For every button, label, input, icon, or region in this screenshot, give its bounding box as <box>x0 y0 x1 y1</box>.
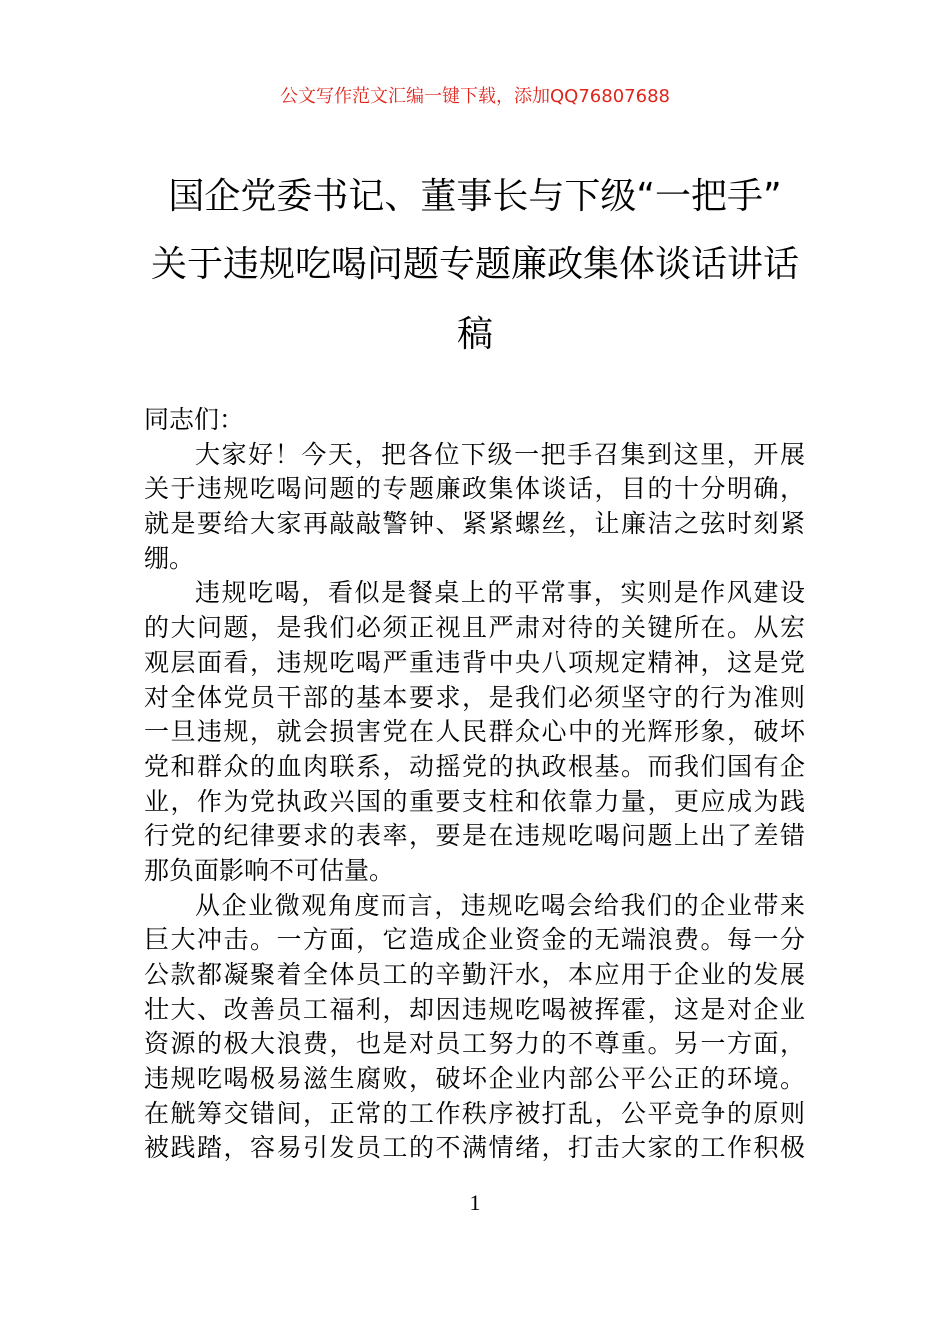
watermark-header: 公文写作范文汇编一键下载，添加QQ76807688 <box>280 86 670 107</box>
paragraph-line: 违规吃喝，看似是餐桌上的平常事，实则是作风建设 <box>195 578 805 608</box>
paragraph-line: 壮大、改善员工福利，却因违规吃喝被挥霍，这是对企业 <box>144 994 805 1024</box>
paragraph-line: 资源的极大浪费，也是对员工努力的不尊重。另一方面， <box>144 1029 805 1059</box>
paragraph-line: 被践踏，容易引发员工的不满情绪，打击大家的工作积极 <box>144 1133 805 1163</box>
paragraph-line: 就是要给大家再敲敲警钟、紧紧螺丝，让廉洁之弦时刻紧 <box>144 509 805 539</box>
document-title-line-3: 稿 <box>456 314 493 355</box>
paragraph-line: 关于违规吃喝问题的专题廉政集体谈话，目的十分明确， <box>144 474 805 504</box>
paragraph-line: 那负面影响不可估量。 <box>144 855 395 885</box>
document-title-line-2: 关于违规吃喝问题专题廉政集体谈话讲话 <box>150 244 799 285</box>
paragraph-line: 对全体党员干部的基本要求，是我们必须坚守的行为准则 <box>144 682 805 712</box>
paragraph-line: 绷。 <box>144 543 195 573</box>
paragraph-line: 同志们： <box>144 405 245 434</box>
paragraph-line: 行党的纪律要求的表率，要是在违规吃喝问题上出了差错 <box>144 821 805 851</box>
paragraph-line: 公款都凝聚着全体员工的辛勤汗水，本应用于企业的发展 <box>144 960 805 989</box>
paragraph-line: 党和群众的血肉联系，动摇党的执政根基。而我们国有企 <box>144 751 805 781</box>
paragraph-line: 在觥筹交错间，正常的工作秩序被打乱，公平竞争的原则 <box>144 1098 805 1128</box>
paragraph-line: 违规吃喝极易滋生腐败，破坏企业内部公平公正的环境。 <box>144 1064 805 1094</box>
paragraph-line: 从企业微观角度而言，违规吃喝会给我们的企业带来 <box>195 890 805 920</box>
paragraph-line: 业，作为党执政兴国的重要支柱和依靠力量，更应成为践 <box>144 786 805 816</box>
paragraph-line: 大家好！今天，把各位下级一把手召集到这里，开展 <box>195 439 805 469</box>
document-title-line-1: 国企党委书记、董事长与下级“一把手” <box>168 176 782 217</box>
paragraph-line: 的大问题，是我们必须正视且严肃对待的关键所在。从宏 <box>144 613 805 643</box>
paragraph-line: 巨大冲击。一方面，它造成企业资金的无端浪费。每一分 <box>144 925 805 955</box>
document-body <box>144 403 805 1166</box>
page-number: 1 <box>469 1190 481 1215</box>
paragraph-line: 观层面看，违规吃喝严重违背中央八项规定精神，这是党 <box>144 647 805 677</box>
paragraph-line: 一旦违规，就会损害党在人民群众心中的光辉形象，破坏 <box>144 717 805 747</box>
